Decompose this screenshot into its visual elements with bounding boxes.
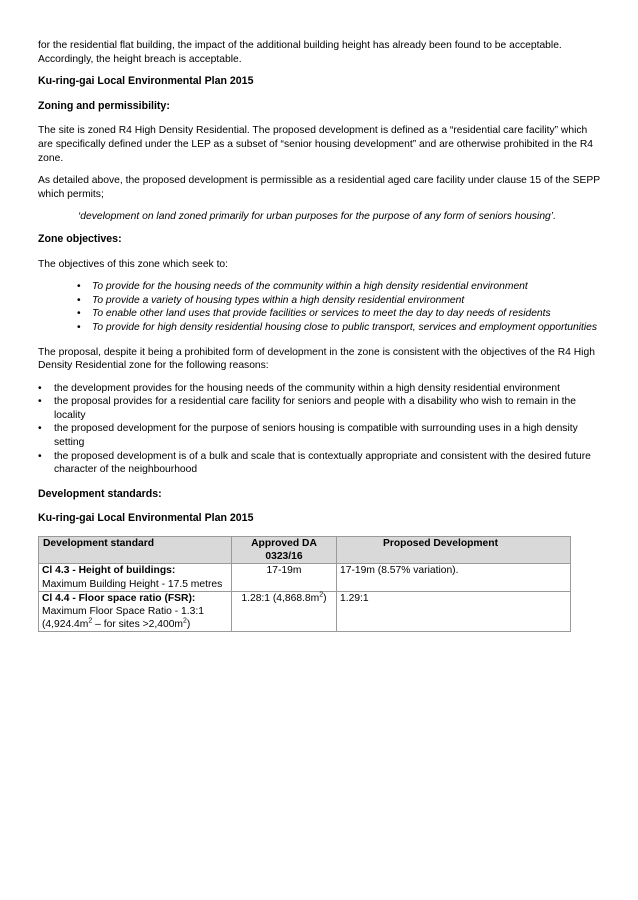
bullet-icon: • xyxy=(38,396,42,408)
bullet-icon: • xyxy=(38,423,42,435)
list-item: • To enable other land uses that provide facilities or services to meet the day to day needs of residents xyxy=(77,308,551,320)
bullet-icon: • xyxy=(38,382,42,394)
table-cell: 17-19m xyxy=(232,564,337,591)
table-cell: 1.29:1 xyxy=(337,591,571,632)
zoning-paragraph: The site is zoned R4 High Density Residential. The proposed development is defined as a “residential care facility” which are specifically defined under the LEP as a subset of “senior housing development” and are otherwise prohibited in the R4 zone. xyxy=(38,125,594,164)
list-item: • To provide a variety of housing types within a high density residential environment xyxy=(77,294,465,306)
table-row xyxy=(39,564,571,591)
clause-description: Maximum Floor Space Ratio - 1.3:1 ($4,924.4m^2$ – for sites $>2,400m^2$) xyxy=(42,606,204,631)
column-header: Development standard xyxy=(39,537,232,564)
bullet-icon: • xyxy=(77,281,81,293)
list-item: • the proposal provides for a residential care facility for seniors and people with a disability who wish to remain in the locality xyxy=(38,396,576,421)
table-cell xyxy=(39,591,232,632)
table-cell xyxy=(39,564,232,591)
page-content xyxy=(38,39,600,632)
list-item: • the development provides for the housing needs of the community within a high density residential environment xyxy=(38,382,560,394)
development-standards-heading: Development standards: xyxy=(38,487,162,500)
clause-title: Cl 4.4 - Floor space ratio (FSR): xyxy=(42,592,196,604)
lep-heading: Ku-ring-gai Local Environmental Plan 2015 xyxy=(38,75,254,88)
column-header: Proposed Development xyxy=(337,537,571,564)
bullet-icon: • xyxy=(38,450,42,462)
permissibility-paragraph: As detailed above, the proposed development is permissible as a residential aged care facility under clause 15 of the SEPP which permits; xyxy=(38,175,600,200)
bullet-icon: • xyxy=(77,294,81,306)
clause-description: Maximum Building Height - 17.5 metres xyxy=(42,578,223,590)
zone-objectives-heading: Zone objectives: xyxy=(38,232,122,245)
list-item: • the proposed development for the purpose of seniors housing is compatible with surrounding uses in a high density setting xyxy=(38,423,578,449)
bullet-icon: • xyxy=(77,321,81,333)
list-item: • the proposed development is of a bulk and scale that is contextually appropriate and consistent with the desired future character of the neighbourhood xyxy=(38,450,591,476)
table-row xyxy=(39,591,571,632)
sepp-quote: ‘development on land zoned primarily for urban purposes for the purpose of any form of seniors housing’. xyxy=(78,211,556,223)
lep-heading-2: Ku-ring-gai Local Environmental Plan 2015 xyxy=(38,512,254,525)
table-cell: 17-19m (8.57% variation). xyxy=(337,564,571,591)
table-header-row xyxy=(39,537,571,564)
column-header: Approved DA 0323/16 xyxy=(232,537,337,564)
list-item: • To provide for the housing needs of the community within a high density residential environment xyxy=(77,281,528,293)
table-cell: 1.28:1 $(4,868.8m^2)$ xyxy=(232,591,337,632)
reasons-list xyxy=(38,382,600,477)
zoning-heading: Zoning and permissibility: xyxy=(38,99,170,112)
list-item: • To provide for high density residential housing close to public transport, services and employment opportunities xyxy=(77,321,598,333)
proposal-paragraph: The proposal, despite it being a prohibited form of development in the zone is consistent with the objectives of the R4 High Density Residential zone for the following reasons: xyxy=(38,346,595,372)
bullet-icon: • xyxy=(77,308,81,320)
objectives-intro: The objectives of this zone which seek to: xyxy=(38,258,229,270)
intro-paragraph: for the residential flat building, the impact of the additional building height has already been found to be acceptable. Accordingly, the height breach is acceptable. xyxy=(38,40,562,65)
standards-table xyxy=(38,536,571,632)
clause-title: Cl 4.3 - Height of buildings: xyxy=(42,565,176,577)
objectives-list xyxy=(78,280,600,334)
